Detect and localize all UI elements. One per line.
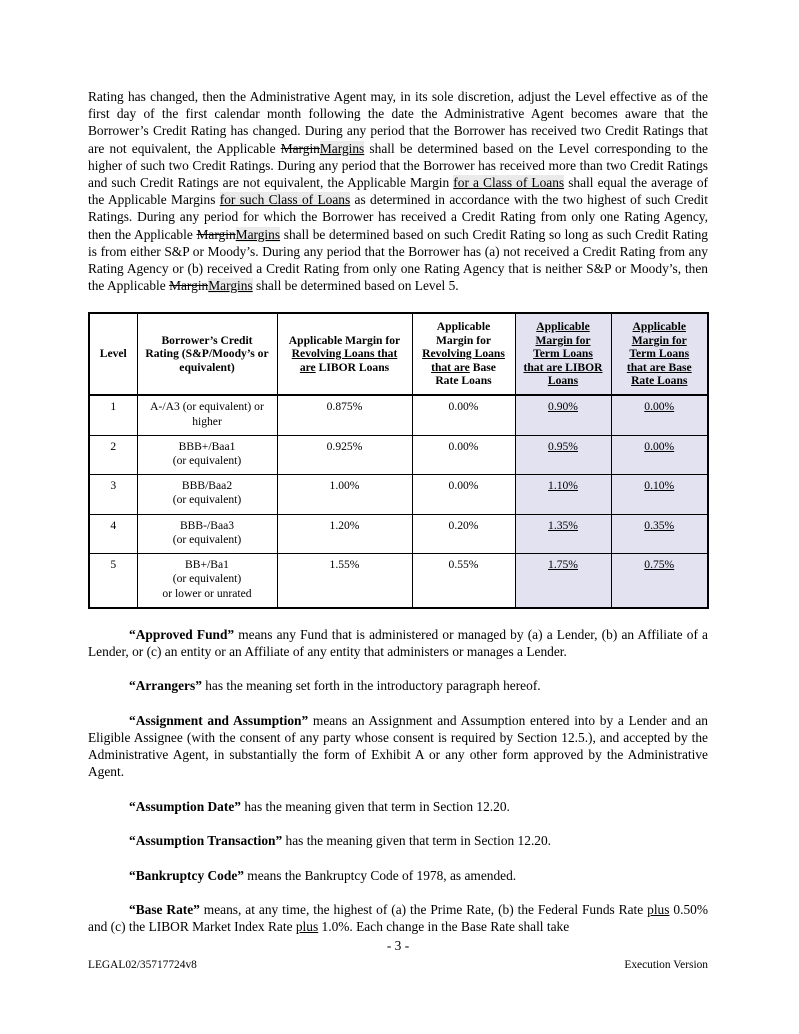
table-row: [89, 554, 708, 608]
text-run: means any Fund that is administered or managed by (a) a Lender, (b) an Affiliate of a Lender, or (c) an entity or an Affiliate of any entity that administers or manages a Lender.: [88, 626, 708, 660]
definition-assumption-transaction: [88, 832, 708, 849]
underlined-text: plus: [647, 902, 670, 918]
column-header-rev_base: [412, 313, 515, 395]
inserted-text: Margins: [208, 278, 253, 294]
inserted-text: Margins: [235, 226, 281, 242]
header-line: that are LIBOR: [523, 360, 603, 374]
cell-rating: [137, 514, 277, 553]
cell-level: 2: [89, 435, 137, 474]
text-run: means an Assignment and Assumption entered into by a Lender and an Eligible Assignee (with the consent of any party whose consent is required by Section 12.5.), and accepted by the Administrative Agent, in substantially the form of Exhibit A or any other form approved by the Administrative Agent.: [88, 712, 708, 780]
inserted-text: for such Class of Loans: [219, 192, 351, 208]
header-line: [417, 347, 511, 360]
header-line: Margin for: [631, 333, 687, 347]
cell-level: 3: [89, 475, 137, 514]
inserted-value: 1.35%: [548, 518, 578, 532]
rating-line: BB+/Ba1: [185, 558, 229, 572]
text-run: as determined in accordance with the two highest of such Credit Ratings. During any period for which the Borrower has received a Credit Rating from only one Rating Agency, then the Applicable: [88, 192, 708, 242]
header-line: equivalent): [179, 360, 235, 374]
inserted-text: for a Class of Loans: [453, 175, 565, 191]
cell-rev-base: 0.00%: [412, 395, 515, 435]
header-line: Applicable: [536, 320, 590, 334]
document-id: LEGAL02/35717724v8: [88, 959, 197, 971]
header-line: Level: [99, 347, 127, 361]
defined-term: “Assumption Transaction”: [129, 833, 283, 849]
header-line: Term Loans: [533, 347, 593, 361]
defined-term: “Base Rate”: [129, 902, 200, 918]
inserted-value: 0.10%: [644, 479, 675, 493]
column-header-rating: [137, 313, 277, 395]
rating-line: (or equivalent): [172, 454, 242, 468]
column-header-term_base: [611, 313, 708, 395]
text-run: means, at any time, the highest of (a) the Prime Rate, (b) the Federal Funds Rate: [199, 902, 648, 918]
table-body: [89, 395, 708, 607]
cell-rev-libor: 1.55%: [277, 554, 412, 608]
inserted-text: are: [299, 360, 316, 374]
table-row: [89, 514, 708, 553]
table-row: [89, 475, 708, 514]
text-run: Rating has changed, then the Administrative Agent may, in its sole discretion, adjust the Level effective as of the first day of the first calendar month following the date the Administrative Agent becomes aware that the Borrower’s Credit Rating has changed. During any period that the Borrower has received two Credit Ratings that are not equivalent, the Applicable: [88, 89, 708, 156]
table-row: [89, 395, 708, 435]
definition-bankruptcy-code: [88, 867, 708, 884]
cell-level: 1: [89, 395, 137, 435]
inserted-text: Revolving Loans: [422, 347, 505, 361]
text-run: shall be determined based on such Credit Rating so long as such Credit Rating is from either S&P or Moody’s. During any period that the Borrower has (a) not received a Credit Rating from any Rating Agency or (b) received a Credit Rating from only one Rating Agency that is neither S&P or Moody’s, then the Applicable: [88, 226, 709, 294]
cell-rating: [137, 554, 277, 608]
inserted-text: Revolving Loans that: [291, 347, 398, 361]
cell-rev-base: 0.55%: [412, 554, 515, 608]
header-line: Applicable: [436, 320, 491, 334]
inserted-text: Margins: [319, 140, 365, 156]
column-header-term_libor: [515, 313, 611, 395]
inserted-value: 1.75%: [548, 558, 578, 572]
rating-line: BBB/Baa2: [181, 479, 233, 493]
paragraph-applicable-margin-continued: [88, 88, 708, 294]
cell-level: 5: [89, 554, 137, 608]
rating-line: (or equivalent): [172, 572, 242, 586]
definition-list: [88, 626, 708, 936]
cell-rev-libor: 0.925%: [277, 435, 412, 474]
page-content: [88, 88, 708, 935]
inserted-value: 0.90%: [548, 400, 578, 414]
text-run: has the meaning given that term in Section 12.20.: [240, 798, 510, 814]
text-run: shall be determined based on the Level corresponding to the higher of such two Credit Ratings. During any period that the Borrower has received more than two Credit Ratings and such Credit Ratings are not equivalent, the Applicable Margin: [88, 140, 708, 191]
definition-base-rate: [88, 901, 708, 935]
definition-arrangers: [88, 677, 708, 694]
cell-rev-base: 0.00%: [412, 475, 515, 514]
inserted-value: 1.10%: [548, 479, 578, 493]
cell-rating: [137, 475, 277, 514]
inserted-value: 0.35%: [644, 518, 675, 532]
text-run: has the meaning set forth in the introductory paragraph hereof.: [201, 678, 541, 694]
page-number: - 3 -: [386, 938, 410, 953]
cell-rev-base: 0.20%: [412, 514, 515, 553]
version-label: Execution Version: [624, 959, 708, 971]
inserted-text: that are: [431, 360, 470, 374]
column-header-level: [89, 313, 137, 395]
rating-line: (or equivalent): [172, 532, 242, 546]
text-run: means the Bankruptcy Code of 1978, as amended.: [243, 867, 517, 883]
cell-rating: [137, 395, 277, 435]
defined-term: “Approved Fund”: [129, 626, 235, 642]
deleted-text: Margin: [280, 140, 320, 156]
cell-term-base: [611, 395, 708, 435]
header-line: [282, 347, 408, 360]
applicable-margin-table: [88, 312, 709, 608]
column-header-rev_libor: [277, 313, 412, 395]
rating-line: higher: [192, 414, 222, 428]
header-line: Term Loans: [629, 347, 690, 361]
cell-rev-libor: 1.00%: [277, 475, 412, 514]
cell-term-libor: [515, 554, 611, 608]
rating-line: BBB+/Baa1: [178, 439, 236, 453]
cell-rev-libor: 0.875%: [277, 395, 412, 435]
underlined-text: plus: [295, 919, 319, 935]
cell-term-libor: [515, 395, 611, 435]
cell-rating: [137, 435, 277, 474]
rating-line: A-/A3 (or equivalent) or: [150, 400, 264, 414]
cell-term-base: [611, 514, 708, 553]
header-line: that are Base: [626, 360, 692, 374]
definition-approved-fund: [88, 626, 708, 660]
inserted-value: 0.00%: [644, 439, 675, 453]
text-run: shall equal the average of the Applicable Margins: [88, 175, 708, 208]
cell-term-base: [611, 475, 708, 514]
cell-rev-base: 0.00%: [412, 435, 515, 474]
definition-assumption-date: [88, 798, 708, 815]
table-header: [89, 313, 708, 395]
cell-level: 4: [89, 514, 137, 553]
header-line: Margin for: [535, 333, 591, 347]
header-line: Applicable Margin for: [288, 333, 401, 347]
text-run: 0.50% and (c) the LIBOR Market Index Rate: [88, 902, 708, 935]
deleted-text: Margin: [169, 278, 209, 294]
rating-line: (or equivalent): [172, 493, 242, 507]
inserted-value: 0.75%: [644, 558, 675, 572]
header-line: Margin for: [435, 333, 492, 347]
header-line: that are Base: [431, 360, 496, 374]
header-line: Rating (S&P/Moody’s or: [145, 347, 269, 361]
header-line: Rate Loans: [631, 374, 688, 388]
header-line: Applicable: [632, 320, 686, 334]
inserted-value: 0.00%: [644, 400, 675, 414]
rating-line: BBB-/Baa3: [179, 518, 235, 532]
table-header-row: [89, 313, 708, 395]
text-run: 1.0%. Each change in the Base Rate shall take: [318, 919, 570, 935]
rating-line: or lower or unrated: [162, 586, 252, 600]
cell-term-libor: [515, 475, 611, 514]
cell-rev-libor: 1.20%: [277, 514, 412, 553]
cell-term-base: [611, 554, 708, 608]
page-footer: [88, 938, 708, 971]
defined-term: “Arrangers”: [129, 678, 202, 694]
cell-term-libor: [515, 514, 611, 553]
defined-term: “Bankruptcy Code”: [129, 867, 244, 883]
definition-assignment-and-assumption: [88, 712, 708, 781]
header-line: Rate Loans: [435, 374, 492, 388]
cell-term-base: [611, 435, 708, 474]
cell-term-libor: [515, 435, 611, 474]
header-line: are LIBOR Loans: [299, 360, 390, 374]
deleted-text: Margin: [196, 226, 236, 242]
table-row: [89, 435, 708, 474]
defined-term: “Assignment and Assumption”: [129, 712, 309, 728]
body-paragraphs: [88, 88, 708, 294]
inserted-value: 0.95%: [548, 439, 578, 453]
defined-term: “Assumption Date”: [129, 798, 241, 814]
text-run: has the meaning given that term in Section 12.20.: [282, 833, 552, 849]
header-line: Loans: [547, 374, 579, 388]
text-run: shall be determined based on Level 5.: [252, 278, 459, 294]
header-line: Borrower’s Credit: [161, 333, 253, 347]
